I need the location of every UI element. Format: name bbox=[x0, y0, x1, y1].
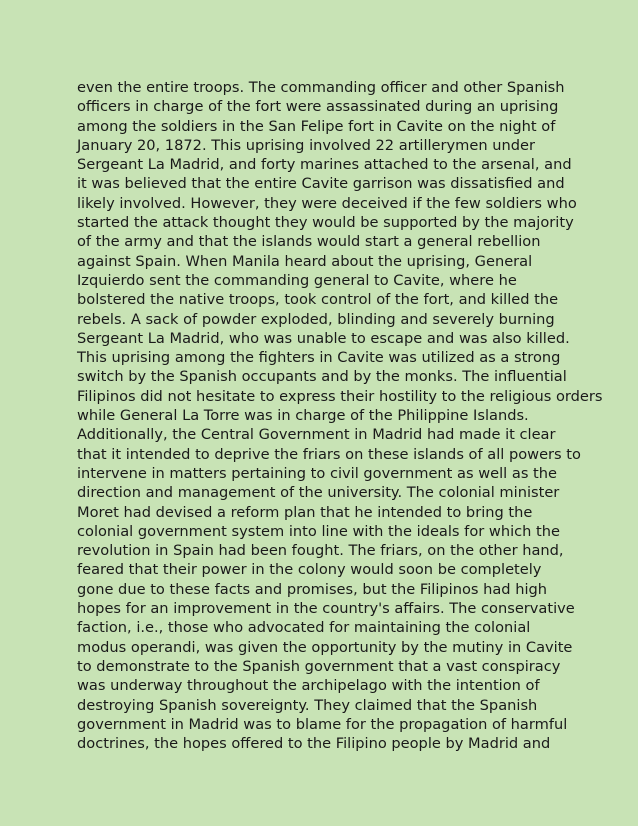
text-line: officers in charge of the fort were assassinated during an uprising bbox=[77, 98, 559, 116]
text-line: Filipinos did not hesitate to express their hostility to the religious orders bbox=[77, 387, 603, 405]
text-line: against Spain. When Manila heard about the uprising, General bbox=[77, 252, 533, 270]
text-line: switch by the Spanish occupants and by the monks. The influential bbox=[77, 368, 567, 386]
text-line: rebels. A sack of powder exploded, blinding and severely burning bbox=[77, 310, 555, 328]
text-line: This uprising among the fighters in Cavite was utilized as a strong bbox=[77, 349, 561, 367]
text-line: bolstered the native troops, took control of the fort, and killed the bbox=[77, 291, 559, 309]
text-line: started the attack thought they would be supported by the majority bbox=[77, 214, 574, 232]
text-line: Sergeant La Madrid, and forty marines attached to the arsenal, and bbox=[77, 156, 572, 174]
text-line: January 20, 1872. This uprising involved 22 artillerymen under bbox=[77, 136, 535, 154]
text-line: direction and management of the university. The colonial minister bbox=[77, 484, 560, 502]
text-line: gone due to these facts and promises, but the Filipinos had high bbox=[77, 580, 548, 598]
text-line: among the soldiers in the San Felipe fort in Cavite on the night of bbox=[77, 117, 556, 135]
text-line: while General La Torre was in charge of the Philippine Islands. bbox=[77, 407, 529, 425]
text-line: government in Madrid was to blame for the propagation of harmful bbox=[77, 715, 568, 733]
text-line: it was believed that the entire Cavite garrison was dissatisfied and bbox=[77, 175, 565, 193]
text-line: likely involved. However, they were deceived if the few soldiers who bbox=[77, 194, 577, 212]
text-line: even the entire troops. The commanding officer and other Spanish bbox=[77, 79, 565, 96]
text-line: of the army and that the islands would start a general rebellion bbox=[77, 233, 541, 251]
text-line: feared that their power in the colony would soon be completely bbox=[77, 561, 542, 579]
text-line: destroying Spanish sovereignty. They claimed that the Spanish bbox=[77, 696, 538, 714]
text-line: Izquierdo sent the commanding general to Cavite, where he bbox=[77, 271, 517, 289]
text-line: revolution in Spain had been fought. The friars, on the other hand, bbox=[77, 542, 564, 560]
text-line: to demonstrate to the Spanish government that a vast conspiracy bbox=[77, 657, 561, 675]
text-line: Moret had devised a reform plan that he intended to bring the bbox=[77, 503, 533, 521]
text-line: that it intended to deprive the friars on these islands of all powers to bbox=[77, 445, 581, 463]
text-line: intervene in matters pertaining to civil government as well as the bbox=[77, 464, 558, 482]
text-line: Additionally, the Central Government in Madrid had made it clear bbox=[77, 426, 556, 444]
text-line: was underway throughout the archipelago with the intention of bbox=[77, 677, 540, 695]
text-line: modus operandi, was given the opportunity by the mutiny in Cavite bbox=[77, 638, 573, 656]
text-line: faction, i.e., those who advocated for maintaining the colonial bbox=[77, 619, 531, 637]
text-line: Sergeant La Madrid, who was unable to escape and was also killed. bbox=[77, 329, 570, 347]
text-line: colonial government system into line with the ideals for which the bbox=[77, 522, 560, 540]
text-line: doctrines, the hopes offered to the Filipino people by Madrid and bbox=[77, 735, 551, 753]
body-text bbox=[77, 78, 603, 753]
text-line: hopes for an improvement in the country's affairs. The conservative bbox=[77, 600, 575, 618]
